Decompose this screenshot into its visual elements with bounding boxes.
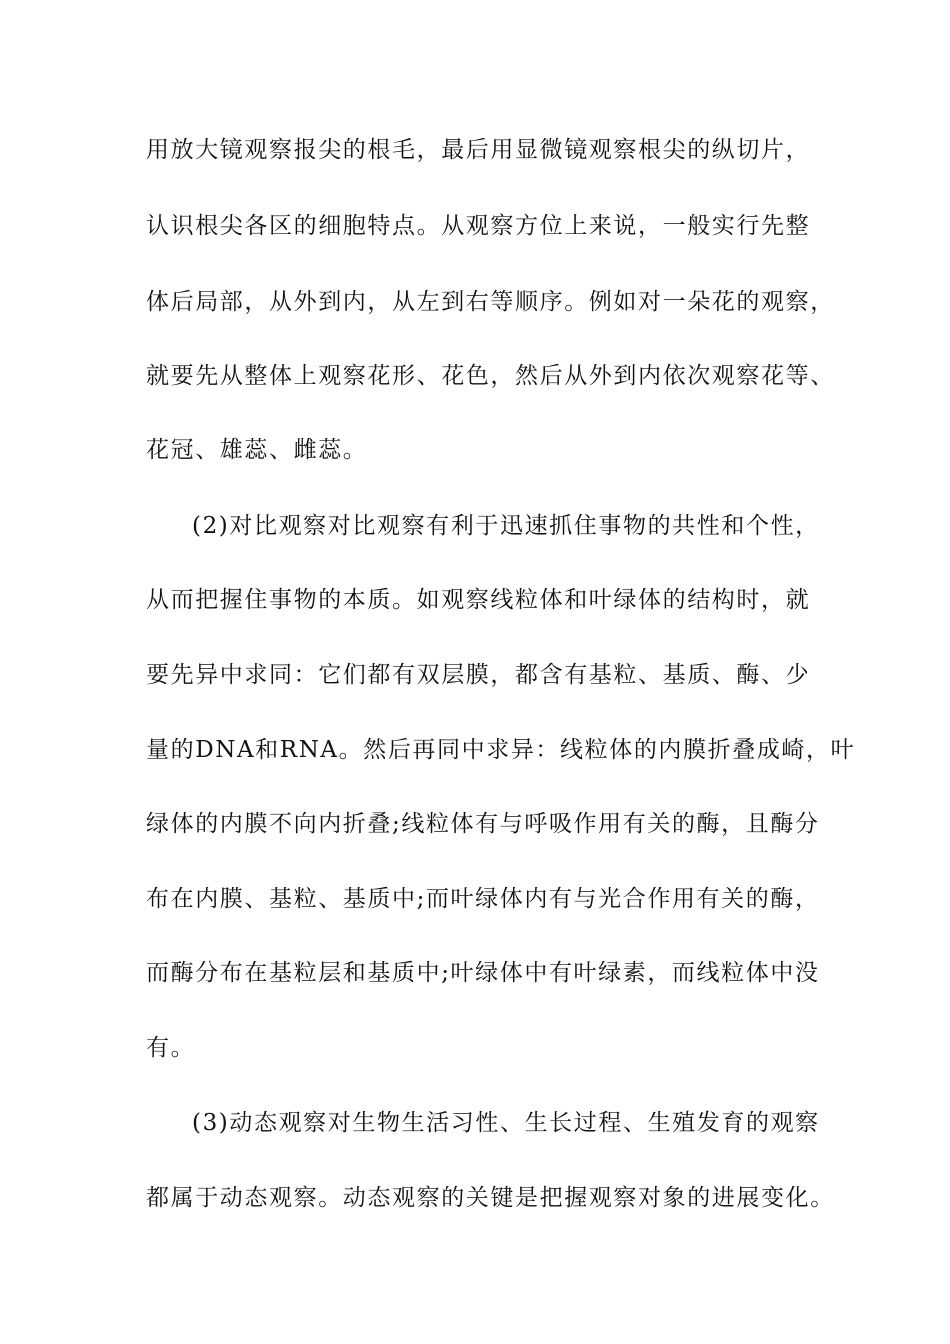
text-line: 而酶分布在基粒层和基质中;叶绿体中有叶绿素，而线粒体中没 (146, 960, 820, 986)
text-line: 绿体的内膜不向内折叠;线粒体有与呼吸作用有关的酶，且酶分 (146, 811, 820, 837)
paragraph-3-first-line: (3)动态观察对生物生活习性、生长过程、生殖发育的观察 (192, 1110, 820, 1136)
text-line: 都属于动态观察。动态观察的关键是把握观察对象的进展变化。 (146, 1185, 835, 1211)
text-line: 体后局部，从外到内，从左到右等顺序。例如对一朵花的观察， (146, 289, 835, 315)
text-line: 量的DNA和RNA。然后再同中求异：线粒体的内膜折叠成崎，叶 (146, 737, 856, 763)
text-line: 布在内膜、基粒、基质中;而叶绿体内有与光合作用有关的酶， (146, 886, 820, 912)
text-line: 从而把握住事物的本质。如观察线粒体和叶绿体的结构时，就 (146, 587, 811, 613)
text-line: 有。 (146, 1035, 196, 1061)
text-line: 就要先从整体上观察花形、花色，然后从外到内依次观察花等、 (146, 363, 835, 389)
text-line: 花冠、雄蕊、雌蕊。 (146, 437, 368, 463)
text-line: 认识根尖各区的细胞特点。从观察方位上来说，一般实行先整 (146, 213, 811, 239)
text-line: 要先异中求同：它们都有双层膜，都含有基粒、基质、酶、少 (146, 662, 811, 688)
text-line: 用放大镜观察报尖的根毛，最后用显微镜观察根尖的纵切片， (146, 137, 811, 163)
paragraph-2-first-line: (2)对比观察对比观察有利于迅速抓住事物的共性和个性， (192, 513, 820, 539)
